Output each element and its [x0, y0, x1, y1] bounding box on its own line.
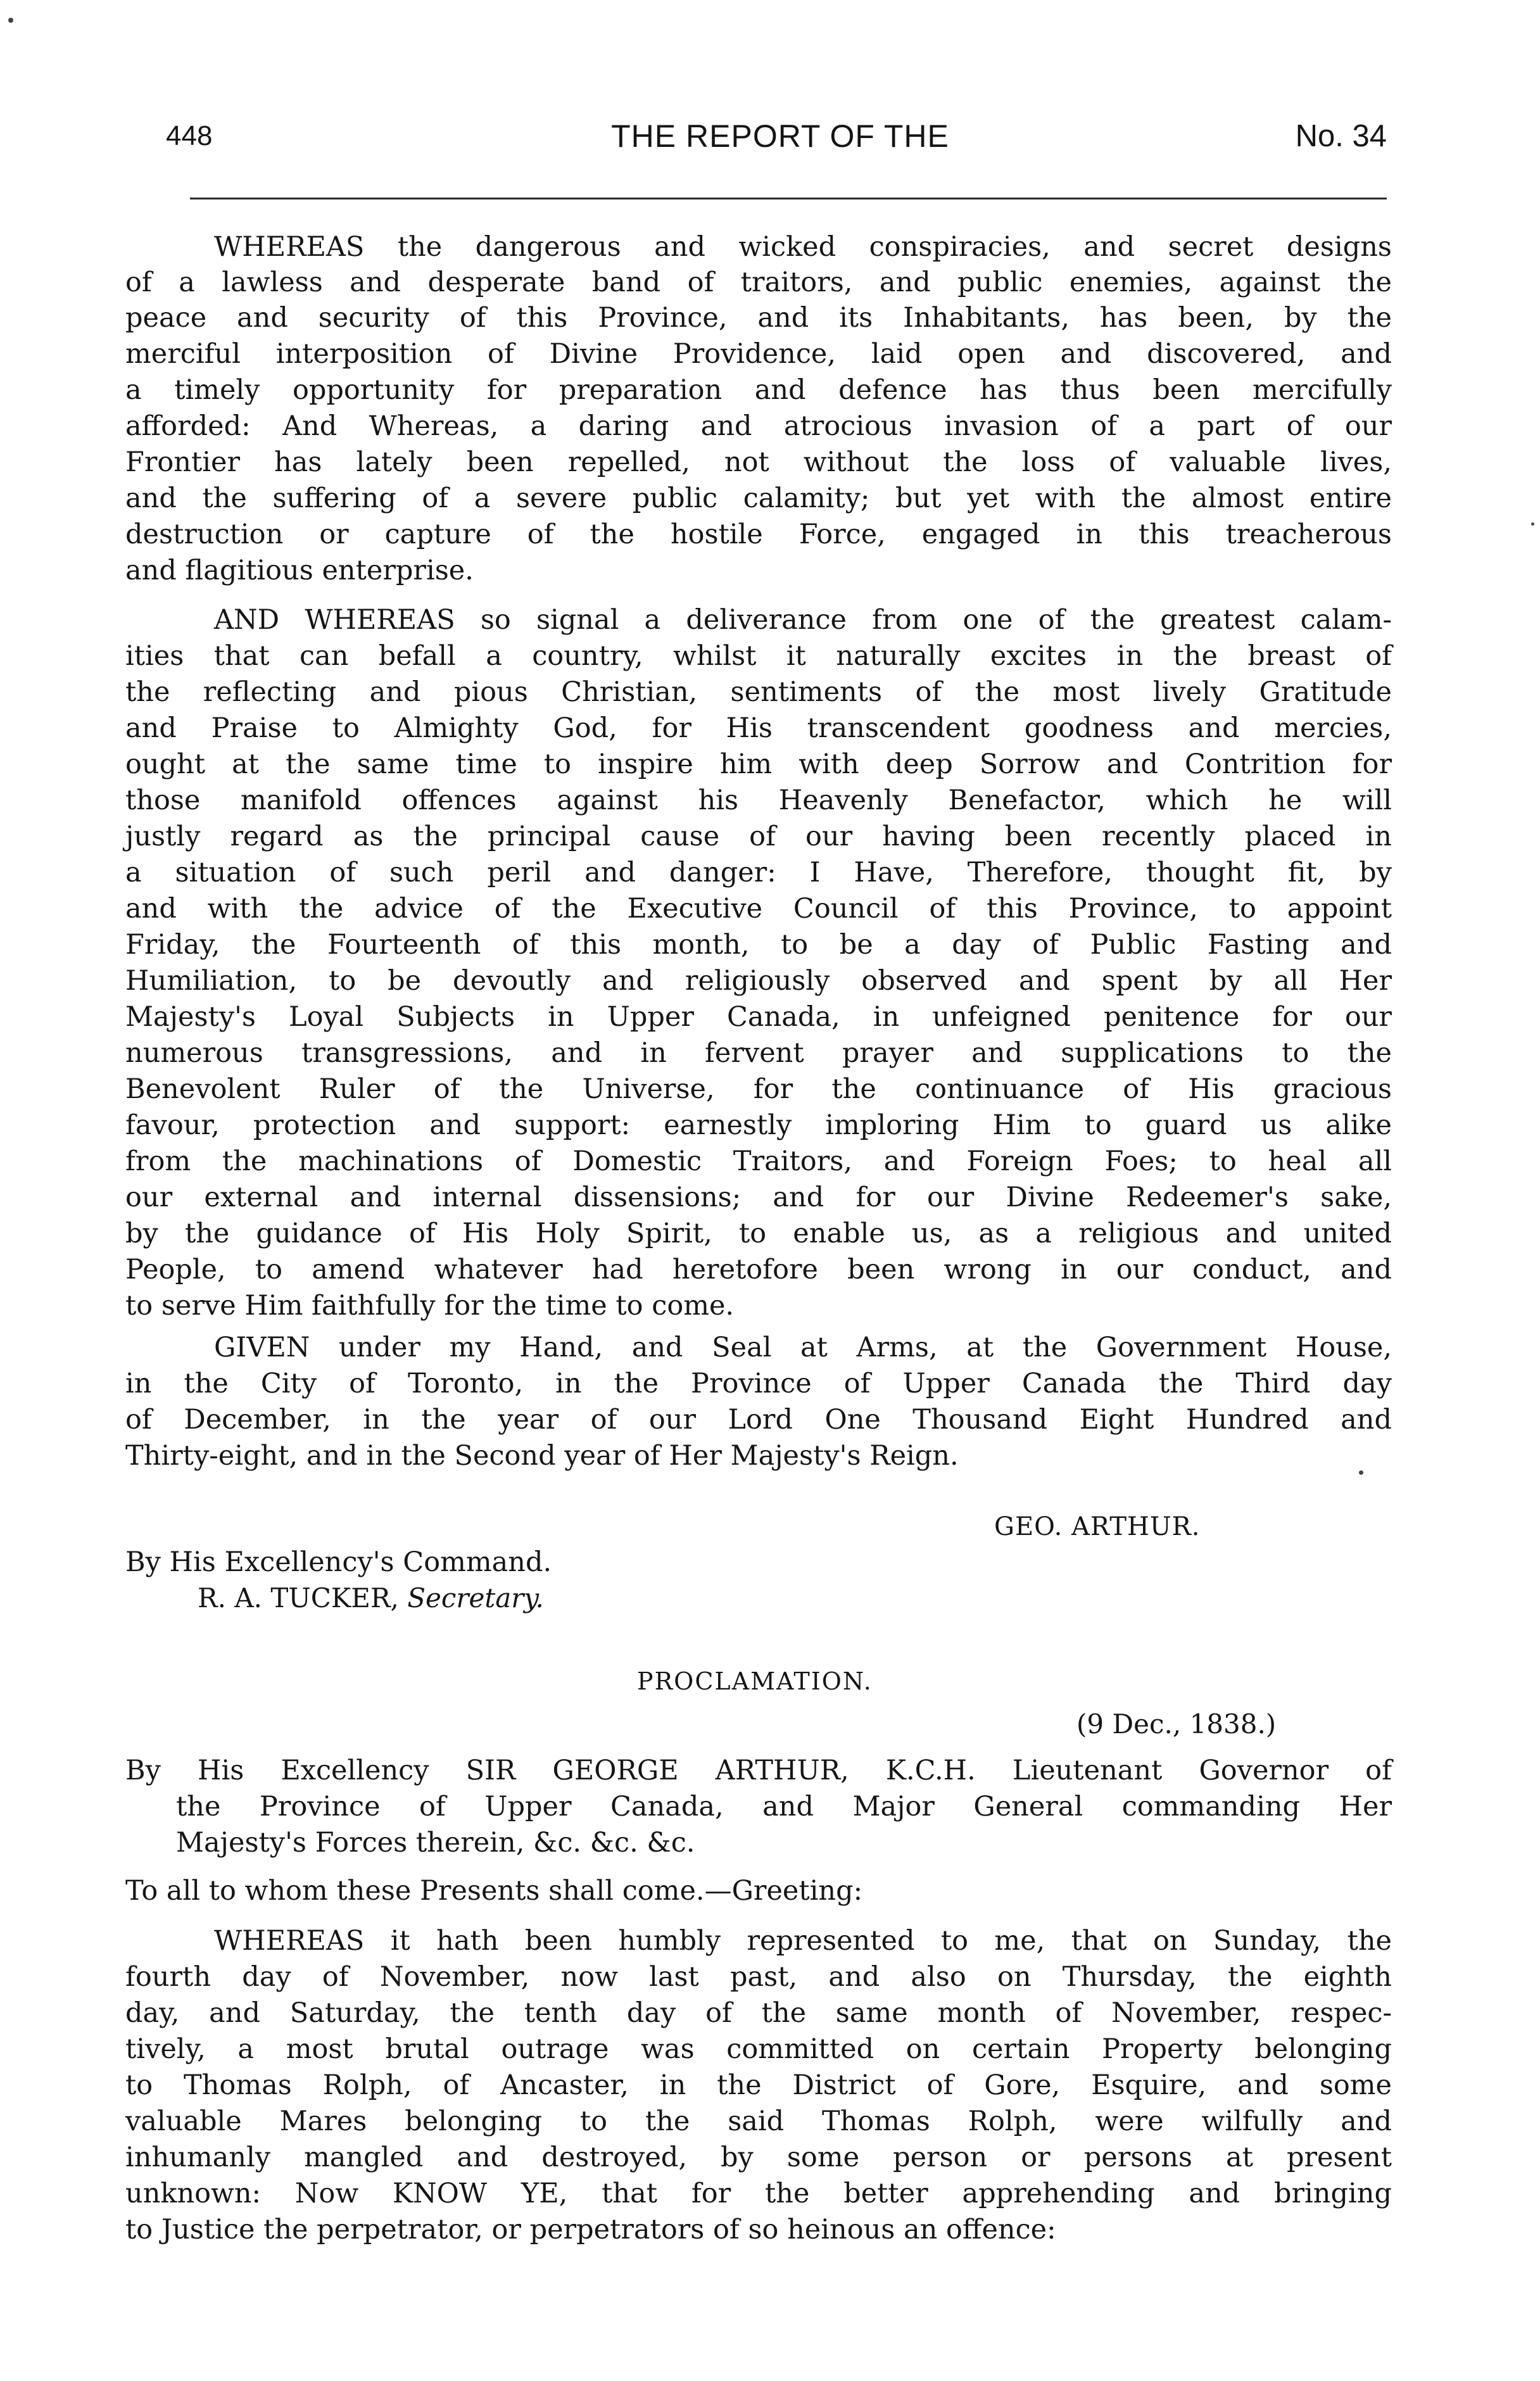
header-divider — [190, 198, 1387, 199]
second-proclamation-line: unknown: Now KNOW YE, that for the better apprehending and bringing — [125, 2178, 1392, 2209]
second-proclamation-line: WHEREAS it hath been humbly represented to me, that on Sunday, the — [214, 1925, 1392, 1957]
paragraph-one-line: Frontier has lately been repelled, not without the loss of valuable lives, — [125, 446, 1392, 478]
page-header — [166, 111, 1387, 161]
paragraph-one-line: afforded: And Whereas, a daring and atrocious invasion of a part of our — [125, 410, 1392, 442]
scan-speck — [1531, 522, 1534, 526]
paragraph-two-line: Friday, the Fourteenth of this month, to be a day of Public Fasting and — [125, 929, 1392, 961]
scan-speck — [8, 18, 13, 23]
paragraph-two-line: favour, protection and support: earnestly imploring Him to guard us alike — [125, 1109, 1392, 1141]
paragraph-two-line: a situation of such peril and danger: I Have, Therefore, thought fit, by — [125, 857, 1392, 888]
paragraph-two-line: People, to amend whatever had heretofore been wrong in our conduct, and — [125, 1254, 1392, 1285]
paragraph-two-line: ities that can befall a country, whilst it naturally excites in the breast of — [125, 640, 1392, 672]
paragraph-two-line: the reflecting and pious Christian, sentiments of the most lively Gratitude — [125, 676, 1392, 708]
secretary-signature — [198, 1581, 544, 1616]
paragraph-two-line: ought at the same time to inspire him with deep Sorrow and Contrition for — [125, 748, 1392, 780]
secretary-name: R. A. TUCKER, — [198, 1582, 399, 1614]
second-proclamation-line: inhumanly mangled and destroyed, by some person or persons at present — [125, 2142, 1392, 2173]
governor-signature: GEO. ARTHUR. — [994, 1512, 1201, 1541]
second-proclamation-line: day, and Saturday, the tenth day of the same month of November, respec- — [125, 1997, 1392, 2029]
issue-label: No. 34 — [1295, 119, 1387, 153]
addressee-line: Majesty's Forces therein, &c. &c. &c. — [176, 1827, 695, 1859]
addressee-line: By His Excellency SIR GEORGE ARTHUR, K.C.H. Lieutenant Governor of — [125, 1755, 1392, 1786]
paragraph-two-line: justly regard as the principal cause of our having been recently placed in — [125, 821, 1392, 852]
paragraph-two-line: our external and internal dissensions; and for our Divine Redeemer's sake, — [125, 1182, 1392, 1213]
given-clause-line: of December, in the year of our Lord One Thousand Eight Hundred and — [125, 1404, 1392, 1436]
paragraph-two-line: and Praise to Almighty God, for His transcendent goodness and mercies, — [125, 712, 1392, 744]
paragraph-two-line: to serve Him faithfully for the time to come. — [125, 1290, 735, 1322]
scan-speck — [1359, 1470, 1363, 1475]
secretary-title: Secretary. — [407, 1582, 544, 1614]
command-line: By His Excellency's Command. — [125, 1546, 552, 1578]
paragraph-two-line: AND WHEREAS so signal a deliverance from one of the greatest calam- — [214, 604, 1392, 636]
paragraph-one-line: of a lawless and desperate band of traitors, and public enemies, against the — [125, 267, 1392, 298]
paragraph-one-line: peace and security of this Province, and its Inhabitants, has been, by the — [125, 302, 1392, 334]
second-proclamation-line: to Justice the perpetrator, or perpetrators of so heinous an offence: — [125, 2214, 1056, 2245]
proclamation-date: (9 Dec., 1838.) — [1076, 1708, 1277, 1740]
second-proclamation-line: to Thomas Rolph, of Ancaster, in the District of Gore, Esquire, and some — [125, 2069, 1392, 2101]
paragraph-two-line: numerous transgressions, and in fervent prayer and supplications to the — [125, 1037, 1392, 1069]
second-proclamation-line: tively, a most brutal outrage was committed on certain Property belonging — [125, 2033, 1392, 2065]
paragraph-one-line: destruction or capture of the hostile Force, engaged in this treacherous — [125, 519, 1392, 550]
addressee-line: the Province of Upper Canada, and Major General commanding Her — [176, 1791, 1392, 1822]
paragraph-one-line: a timely opportunity for preparation and defence has thus been mercifully — [125, 374, 1392, 406]
second-proclamation-line: valuable Mares belonging to the said Thomas Rolph, were wilfully and — [125, 2106, 1392, 2137]
paragraph-one-line: WHEREAS the dangerous and wicked conspiracies, and secret designs — [214, 231, 1392, 263]
paragraph-two-line: those manifold offences against his Heavenly Benefactor, which he will — [125, 785, 1392, 816]
paragraph-two-line: by the guidance of His Holy Spirit, to enable us, as a religious and united — [125, 1218, 1392, 1249]
page-number: 448 — [166, 120, 213, 151]
paragraph-one-line: and the suffering of a severe public calamity; but yet with the almost entire — [125, 483, 1392, 514]
paragraph-two-line: Benevolent Ruler of the Universe, for the continuance of His gracious — [125, 1073, 1392, 1105]
paragraph-one-line: and flagitious enterprise. — [125, 555, 474, 586]
paragraph-two-line: Majesty's Loyal Subjects in Upper Canada, in unfeigned penitence for our — [125, 1001, 1392, 1033]
greeting-line: To all to whom these Presents shall come.—Greeting: — [125, 1875, 863, 1907]
paragraph-two-line: from the machinations of Domestic Traitors, and Foreign Foes; to heal all — [125, 1146, 1392, 1177]
given-clause-line: GIVEN under my Hand, and Seal at Arms, at the Government House, — [214, 1332, 1392, 1363]
second-proclamation-line: fourth day of November, now last past, and also on Thursday, the eighth — [125, 1961, 1392, 1993]
given-clause-line: Thirty-eight, and in the Second year of Her Majesty's Reign. — [125, 1440, 959, 1472]
paragraph-one-line: merciful interposition of Divine Providence, laid open and discovered, and — [125, 338, 1392, 370]
given-clause-line: in the City of Toronto, in the Province of Upper Canada the Third day — [125, 1368, 1392, 1399]
running-head: THE REPORT OF THE — [611, 118, 949, 154]
proclamation-title: PROCLAMATION. — [637, 1667, 873, 1695]
paragraph-two-line: Humiliation, to be devoutly and religiously observed and spent by all Her — [125, 965, 1392, 997]
paragraph-two-line: and with the advice of the Executive Council of this Province, to appoint — [125, 893, 1392, 925]
